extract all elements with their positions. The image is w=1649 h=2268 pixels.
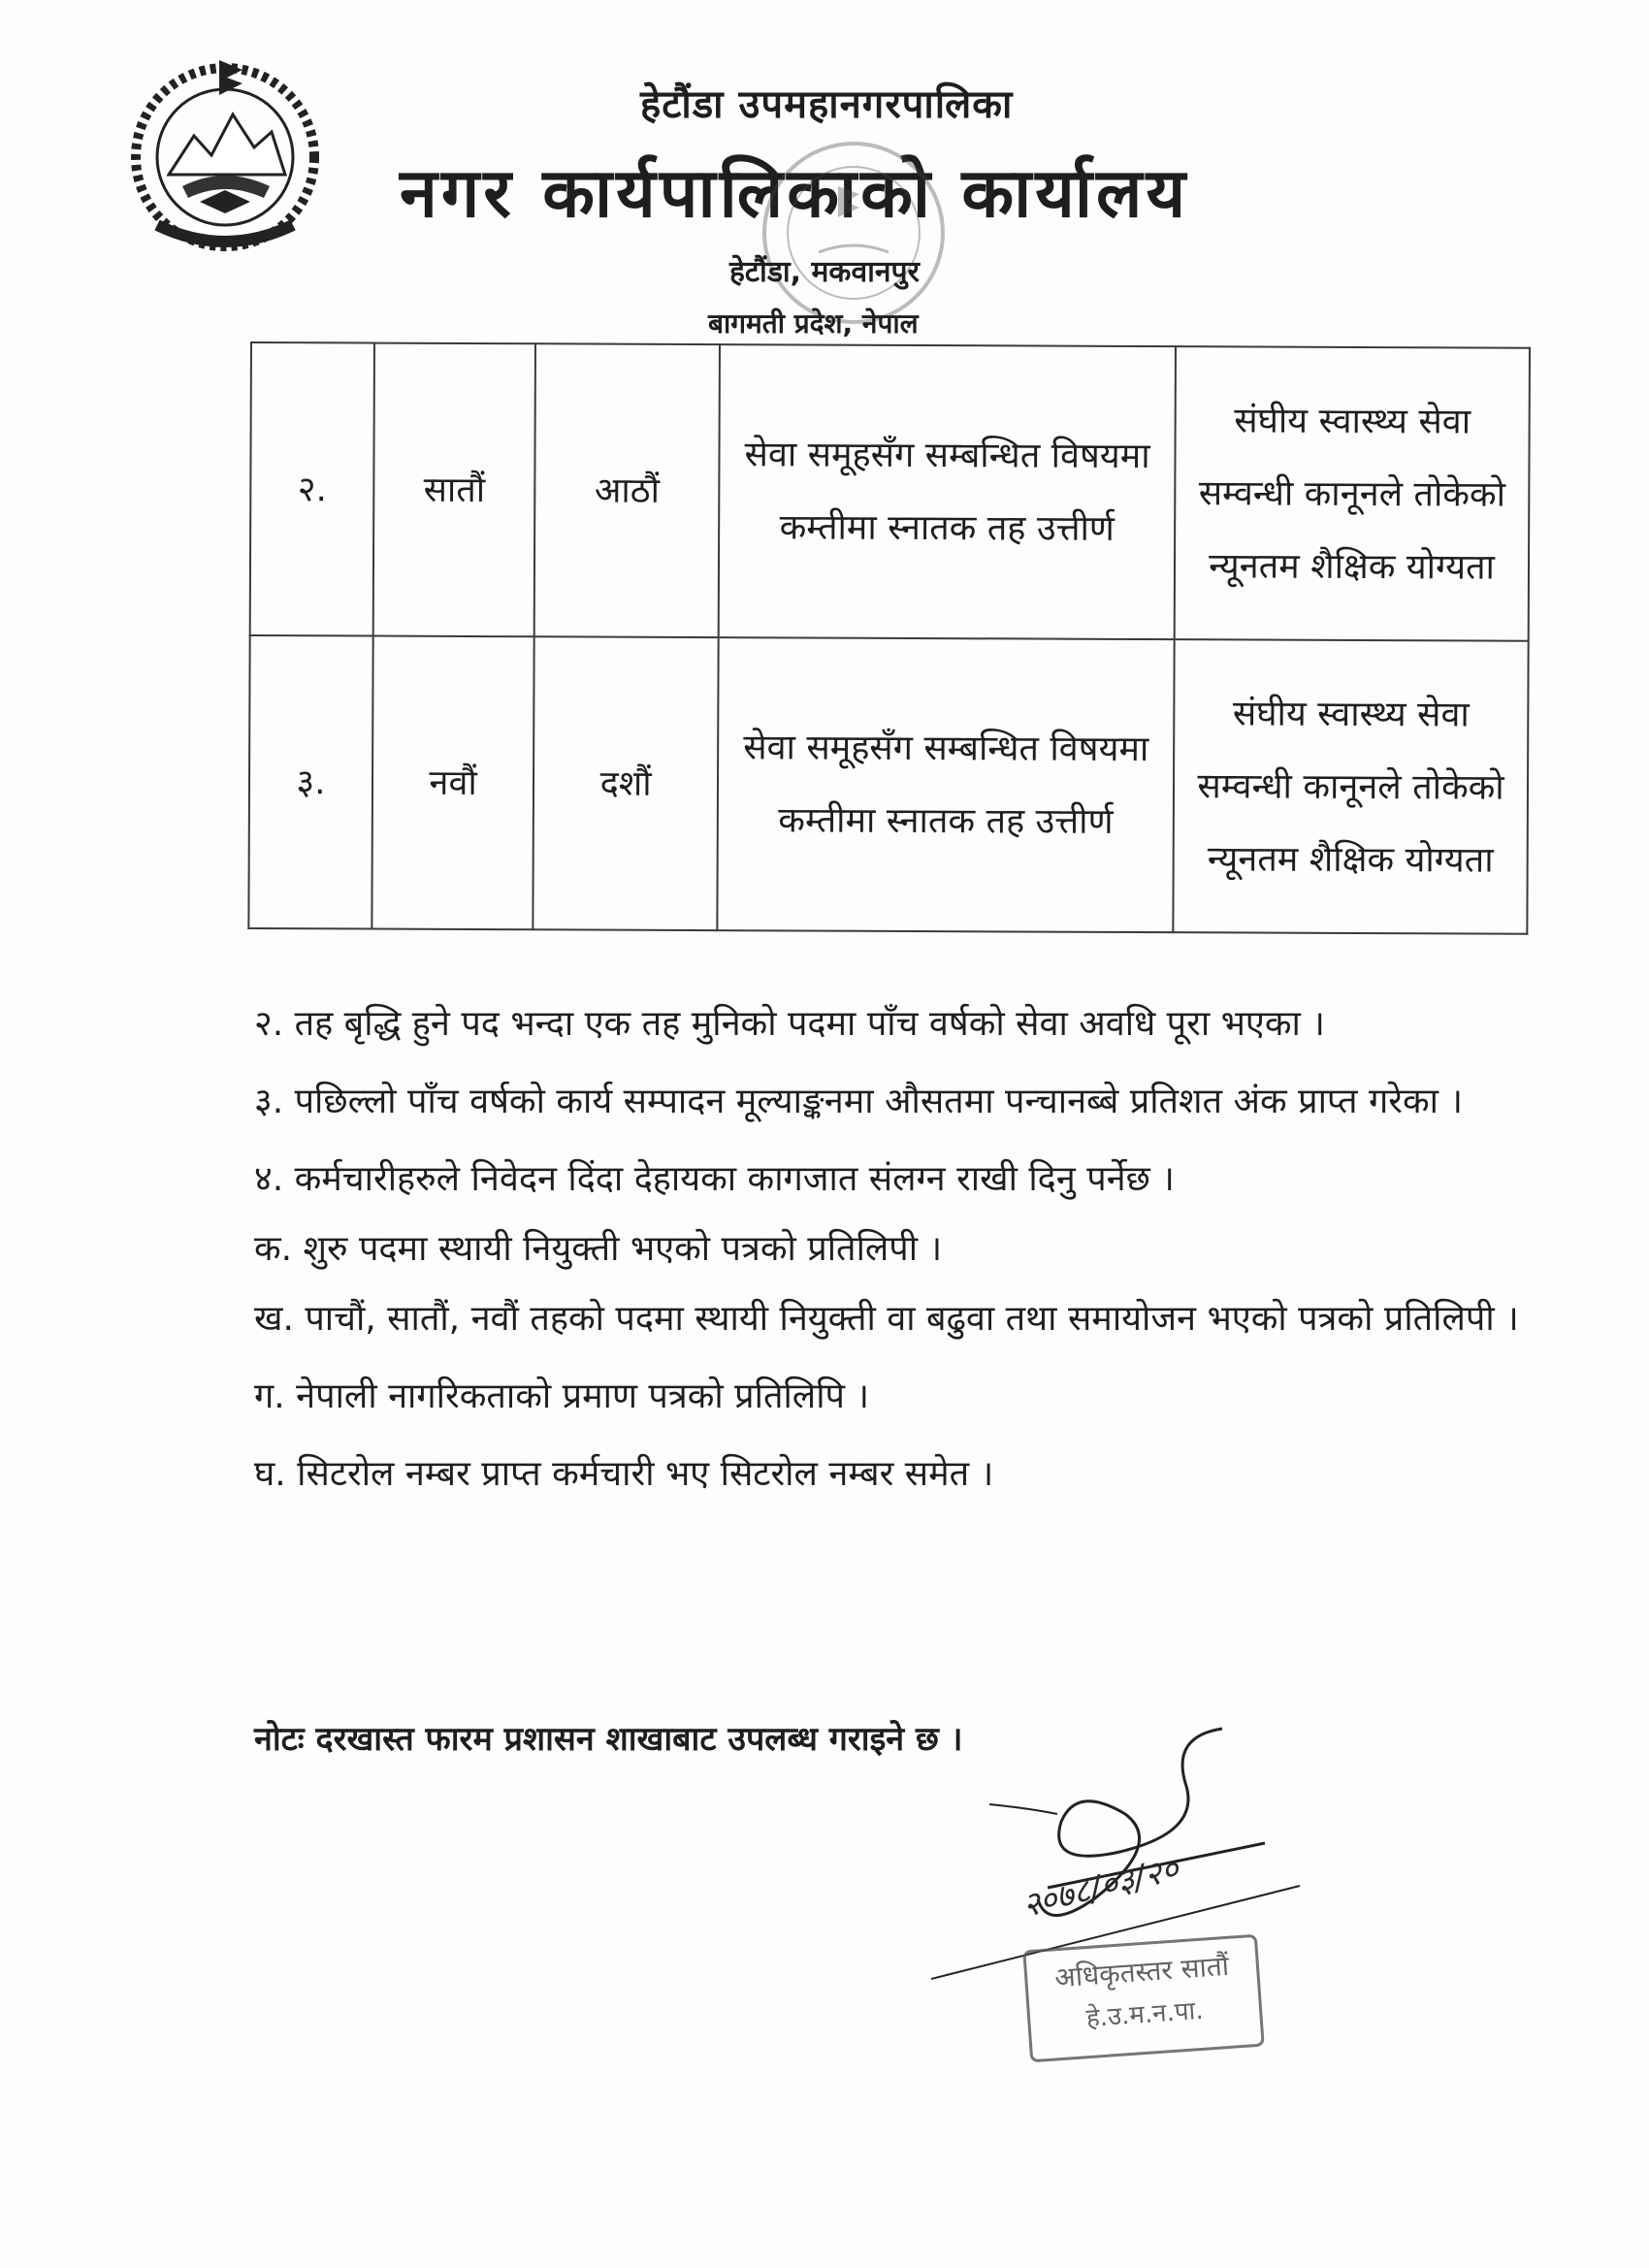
- nepal-government-emblem-icon: [118, 50, 332, 264]
- office-title: नगर कार्यपालिकाको कार्यालय: [400, 153, 1190, 233]
- general-qualification: सेवा समूहसँग सम्बन्धित विषयमा कम्तीमा स्नातक तह उत्तीर्ण: [719, 344, 1176, 639]
- condition-item: घ. सिटरोल नम्बर प्राप्त कर्मचारी भए सिटरोल नम्बर समेत ।: [254, 1454, 994, 1494]
- condition-item: २. तह बृद्धि हुने पद भन्दा एक तह मुनिको पदमा पाँच वर्षको सेवा अवधि पूरा भएका ।: [254, 1004, 1325, 1044]
- form-availability-note: नोटः दरखास्त फारम प्रशासन शाखाबाट उपलब्ध गराइने छ ।: [254, 1720, 963, 1759]
- stamp-designation: अधिकृतस्तर सातौं: [1053, 1949, 1230, 1994]
- office-location: हेटौंडा, मकवानपुर: [729, 255, 920, 289]
- current-level: नवौं: [372, 636, 534, 930]
- office-province: बागमती प्रदेश, नेपाल: [708, 308, 919, 340]
- condition-item: ख. पाचौं, सातौं, नवौं तहको पदमा स्थायी नियुक्ती वा बढुवा तथा समायोजन भएको पत्रको प्रतिलिपी ।: [254, 1299, 1519, 1339]
- row-serial: ३.: [248, 635, 372, 929]
- condition-item: ३. पछिल्लो पाँच वर्षको कार्य सम्पादन मूल्याङ्कनमा औसतमा पन्चानब्बे प्रतिशत अंक प्राप्त गरेका ।: [254, 1082, 1464, 1121]
- current-level: सातौं: [373, 343, 535, 637]
- promotion-level: दशौं: [533, 636, 718, 930]
- conditions-list: [254, 989, 1544, 1517]
- officer-stamp: [1022, 1934, 1265, 2063]
- condition-item: ४. कर्मचारीहरुले निवेदन दिंदा देहायका कागजात संलग्न राखी दिनु पर्नेछ ।: [254, 1159, 1175, 1199]
- condition-item: ग. नेपाली नागरिकताको प्रमाण पत्रको प्रतिलिपि ।: [254, 1377, 870, 1416]
- health-qualification: संघीय स्वास्थ्य सेवा सम्वन्धी कानूनले तोकेको न्यूनतम शैक्षिक योग्यता: [1175, 346, 1530, 641]
- table-row: [250, 342, 1530, 641]
- table-row: [248, 635, 1528, 934]
- row-serial: २.: [250, 342, 374, 636]
- qualification-table: [247, 341, 1531, 935]
- stamp-office: हे.उ.म.न.पा.: [1084, 1995, 1205, 2034]
- signature-date: २०७८/०३/२०: [1018, 1849, 1183, 1927]
- municipality-name: हेटौंडा उपमहानगरपालिका: [640, 82, 1014, 127]
- health-qualification: संघीय स्वास्थ्य सेवा सम्वन्धी कानूनले तोकेको न्यूनतम शैक्षिक योग्यता: [1173, 639, 1528, 934]
- condition-item: क. शुरु पदमा स्थायी नियुक्ती भएको पत्रको प्रतिलिपी ।: [254, 1229, 943, 1269]
- promotion-level: आठौं: [534, 343, 720, 637]
- general-qualification: सेवा समूहसँग सम्बन्धित विषयमा कम्तीमा स्नातक तह उत्तीर्ण: [717, 637, 1174, 932]
